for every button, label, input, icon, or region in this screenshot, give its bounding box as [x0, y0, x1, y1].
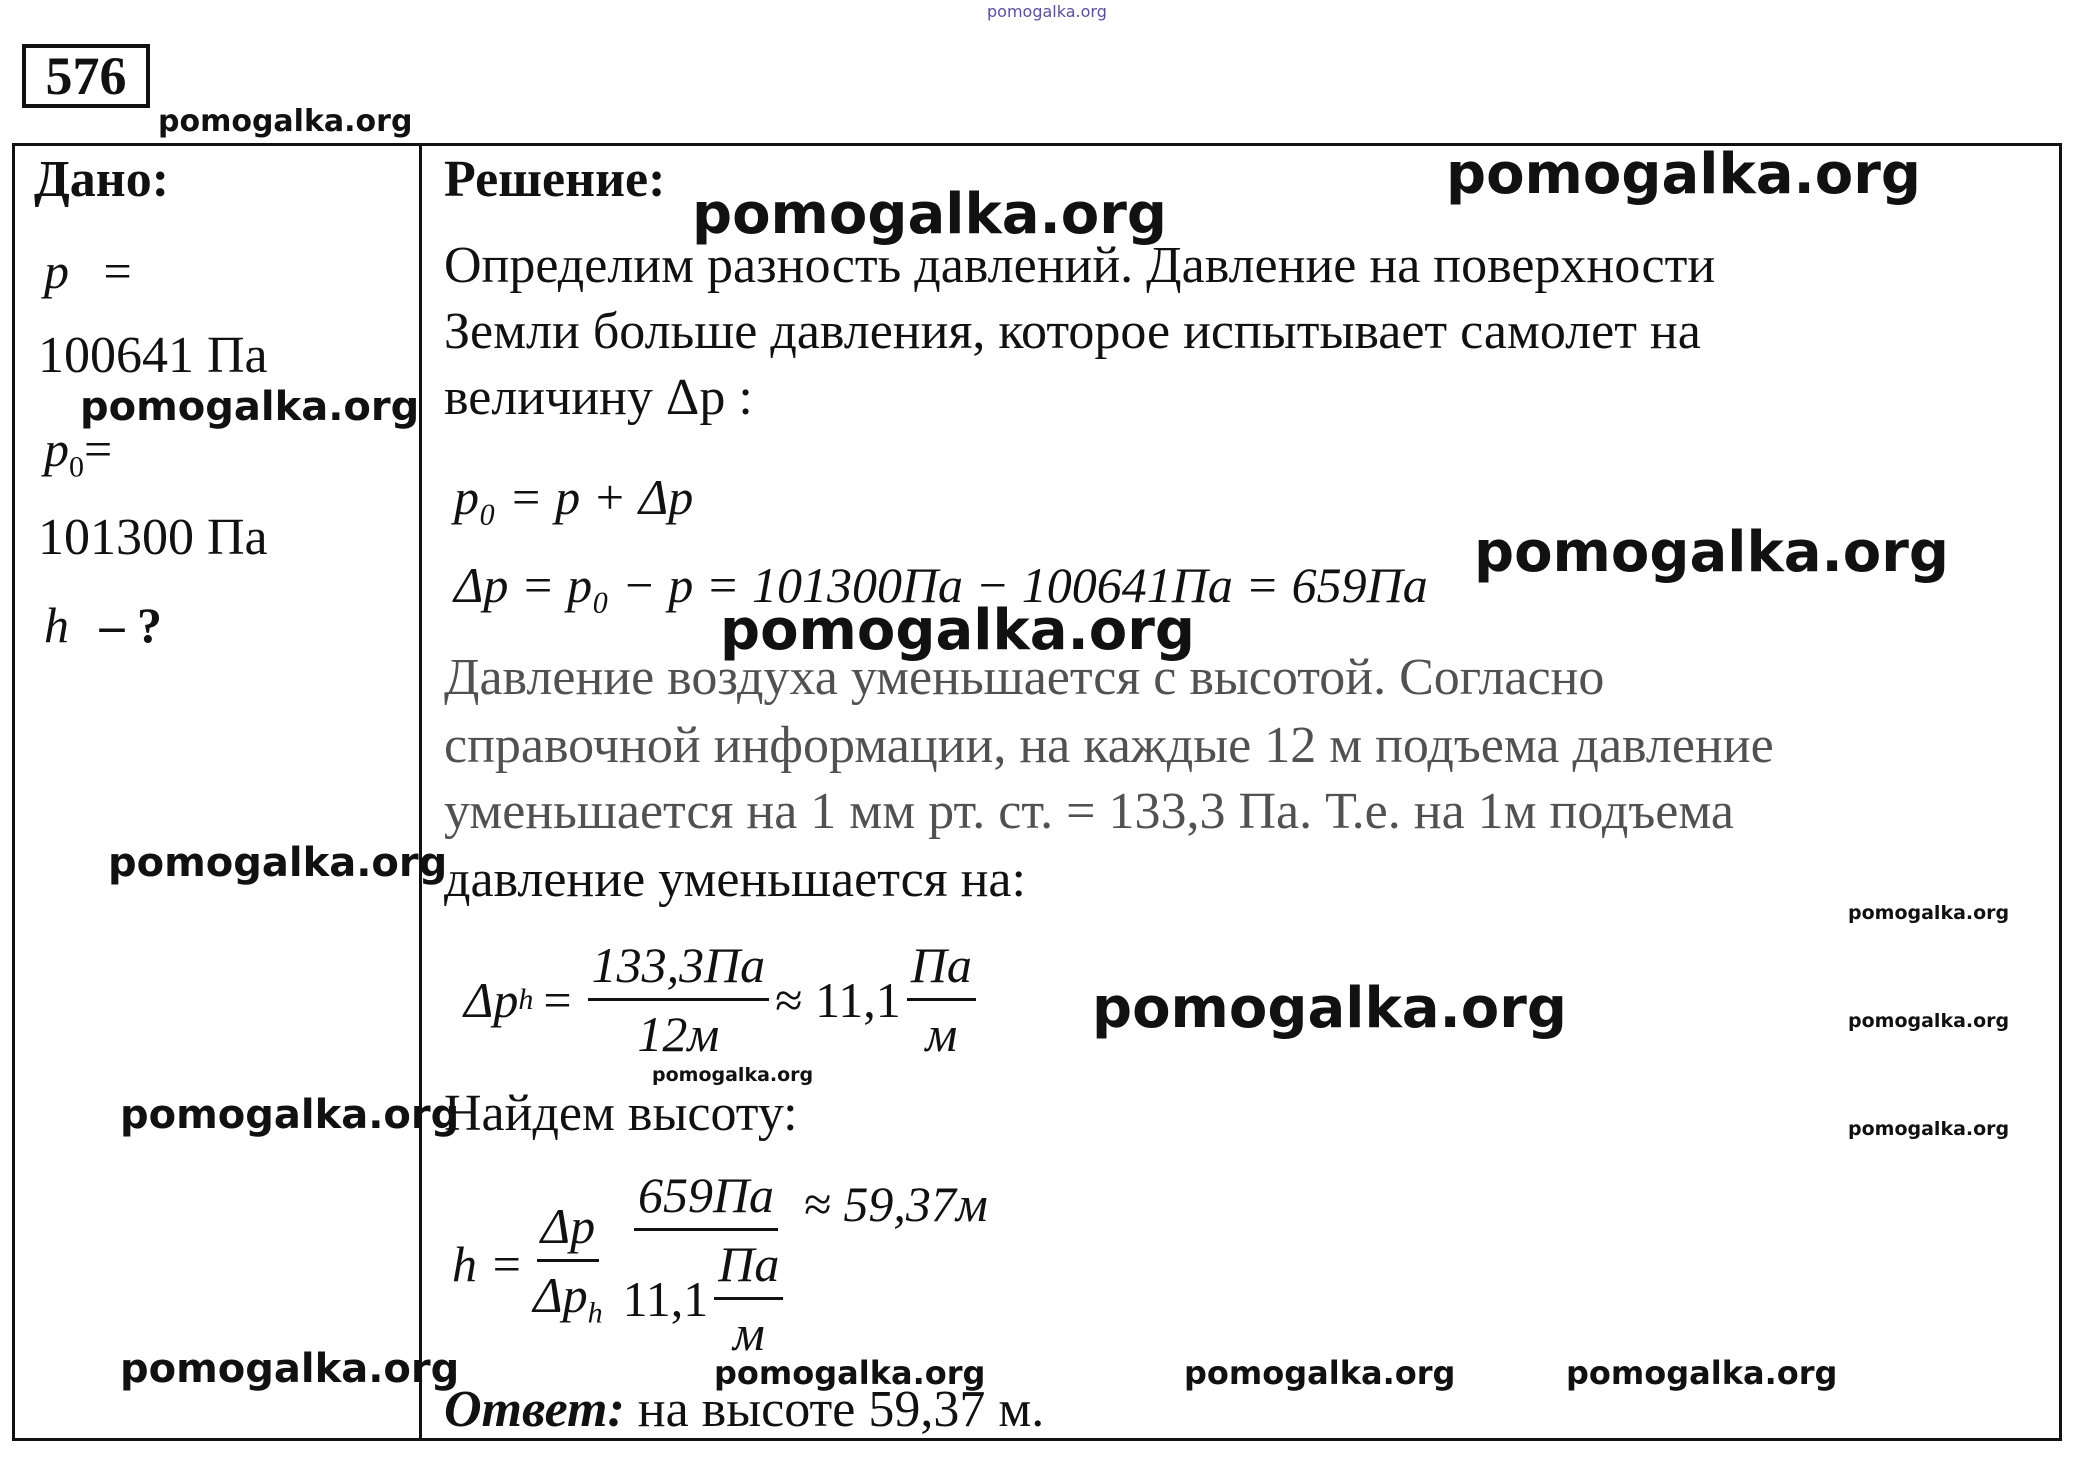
watermark: pomogalka.org — [158, 104, 413, 139]
watermark: pomogalka.org — [652, 1064, 814, 1086]
watermark: pomogalka.org — [108, 840, 448, 886]
given-p: p = — [44, 243, 132, 299]
watermark: pomogalka.org — [120, 1092, 460, 1138]
answer-text: на высоте 59,37 м. — [637, 1381, 1045, 1438]
answer-label: Ответ: — [444, 1381, 625, 1438]
watermark: pomogalka.org — [1446, 142, 1921, 207]
watermark: pomogalka.org — [80, 384, 420, 430]
para2-line4: давление уменьшается на: — [444, 851, 1026, 908]
watermark: pomogalka.org — [1566, 1354, 1838, 1392]
given-p0: $p_0=$ — [44, 421, 113, 484]
watermark: pomogalka.org — [1474, 520, 1949, 585]
watermark: pomogalka.org — [120, 1346, 460, 1392]
para3: Найдем высоту: — [444, 1085, 798, 1142]
equation-delta-p: Δp = p₀ − p = 101300Па − 100641Па = 659Па — [454, 557, 1428, 613]
equation-delta-ph: Δp h = $\frac{133,3Па}{12м}$ ≈ 11,1 $\frac{Па}{м}$ — [464, 936, 982, 1063]
para2-line2: справочной информации, на каждые 12 м подъема давление — [444, 717, 1774, 774]
answer — [444, 1380, 1044, 1439]
para2-line1: Давление воздуха уменьшается с высотой. Согласно — [444, 649, 1605, 706]
watermark-top: pomogalka.org — [987, 2, 1107, 21]
solution-heading: Решение: — [444, 151, 666, 208]
para2-line3: уменьшается на 1 мм рт. ст. = 133,3 Па. Т.е. на 1м подъема — [444, 783, 1734, 840]
given-p0-value: 101300 Па — [38, 509, 268, 566]
watermark: pomogalka.org — [1848, 1010, 2010, 1032]
watermark: pomogalka.org — [1092, 976, 1567, 1041]
para1-line1: Определим разность давлений. Давление на поверхности — [444, 237, 1716, 294]
watermark: pomogalka.org — [692, 182, 1167, 247]
given-p-value: 100641 Па — [38, 327, 268, 384]
column-divider — [419, 143, 422, 1441]
watermark: pomogalka.org — [714, 1354, 986, 1392]
equation-p0: p₀ = p + Δp — [454, 469, 694, 525]
given-h: h – ? — [44, 597, 162, 653]
para1-line2: Земли больше давления, которое испытывает самолет на — [444, 303, 1701, 360]
given-heading: Дано: — [34, 151, 170, 208]
watermark: pomogalka.org — [720, 598, 1195, 663]
watermark: pomogalka.org — [1184, 1354, 1456, 1392]
para1-line3: величину Δp : — [444, 369, 753, 426]
watermark: pomogalka.org — [1848, 1118, 2010, 1140]
equation-height: h = $\frac{\Delta p}{\Delta p_h}$ 659Па 11,1 $\frac{Па}{м}$ ≈ 59,37м — [452, 1167, 988, 1361]
problem-number: 576 — [22, 44, 150, 108]
watermark: pomogalka.org — [1848, 902, 2010, 924]
